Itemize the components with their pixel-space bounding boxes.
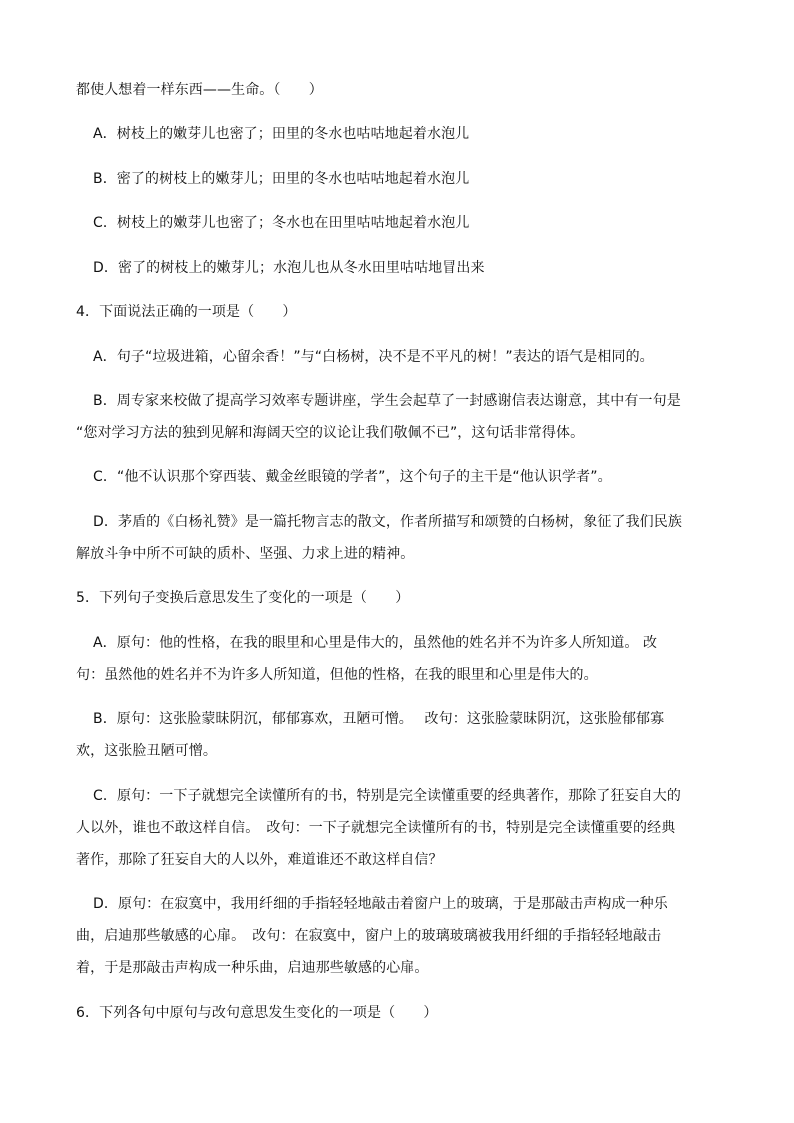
question-5-option-a: A．原句：他的性格，在我的眼里和心里是伟大的，虽然他的姓名并不为许多人所知道。 改: [93, 635, 658, 651]
question-5-option-d: D．原句：在寂寞中，我用纤细的手指轻轻地敲击着窗户上的玻璃，于是那敲击声构成一种乐: [93, 896, 668, 912]
question-5-option-d-cont-2: 着，于是那敲击声构成一种乐曲，启迪那些敏感的心扉。: [76, 960, 429, 976]
question-5-option-b-cont: 欢，这张脸丑陋可憎。: [76, 743, 217, 759]
question-4-option-d-cont: 解放斗争中所不可缺的质朴、坚强、力求上进的精神。: [76, 546, 415, 562]
question-6-stem: 6．下列各句中原句与改句意思发生变化的一项是（ ）: [76, 1005, 438, 1021]
question-4-option-d: D．茅盾的《白杨礼赞》是一篇托物言志的散文，作者所描写和颂赞的白杨树，象征了我们民族: [93, 514, 682, 530]
question-3-option-d: D．密了的树枝上的嫩芽儿；水泡儿也从冬水田里咕咕地冒出来: [93, 260, 485, 276]
question-4-stem: 4．下面说法正确的一项是（ ）: [76, 304, 297, 320]
question-3-stem-tail: 都使人想着一样东西——生命。（ ）: [76, 82, 323, 98]
question-4-option-a: A．句子“垃圾进箱，心留余香！”与“白杨树，决不是不平凡的树！”表达的语气是相同的。: [93, 349, 654, 365]
question-4-option-b-cont: “您对学习方法的独到见解和海阔天空的议论让我们敬佩不已”，这句话非常得体。: [76, 425, 585, 441]
question-4-option-c: C．“他不认识那个穿西装、戴金丝眼镜的学者”，这个句子的主干是“他认识学者”。: [93, 469, 612, 485]
question-4-option-b: B．周专家来校做了提高学习效率专题讲座，学生会起草了一封感谢信表达谢意，其中有一句是: [93, 393, 681, 409]
question-5-stem: 5．下列句子变换后意思发生了变化的一项是（ ）: [76, 590, 410, 606]
question-3-option-c: C．树枝上的嫩芽儿也密了；冬水也在田里咕咕地起着水泡儿: [93, 215, 470, 231]
question-5-option-d-cont-1: 曲，启迪那些敏感的心扉。 改句：在寂寞中，窗户上的玻璃玻璃被我用纤细的手指轻轻地敲击: [76, 928, 662, 944]
question-5-option-b: B．原句：这张脸蒙昧阴沉，郁郁寡欢，丑陋可憎。 改句：这张脸蒙昧阴沉，这张脸郁郁寡: [93, 711, 665, 727]
question-5-option-c-cont-2: 著作，那除了狂妄自大的人以外，难道谁还不敢这样自信？: [76, 852, 443, 868]
question-3-option-b: B．密了的树枝上的嫩芽儿；田里的冬水也咕咕地起着水泡儿: [93, 171, 470, 187]
question-5-option-a-cont: 句：虽然他的姓名并不为许多人所知道，但他的性格，在我的眼里和心里是伟大的。: [76, 667, 598, 683]
question-5-option-c-cont-1: 人以外，谁也不敢这样自信。 改句：一下子就想完全读懂所有的书，特别是完全读懂重要的经典: [76, 820, 676, 836]
question-5-option-c: C．原句：一下子就想完全读懂所有的书，特别是完全读懂重要的经典著作，那除了狂妄自大的: [93, 788, 681, 804]
question-3-option-a: A．树枝上的嫩芽儿也密了；田里的冬水也咕咕地起着水泡儿: [93, 126, 470, 142]
